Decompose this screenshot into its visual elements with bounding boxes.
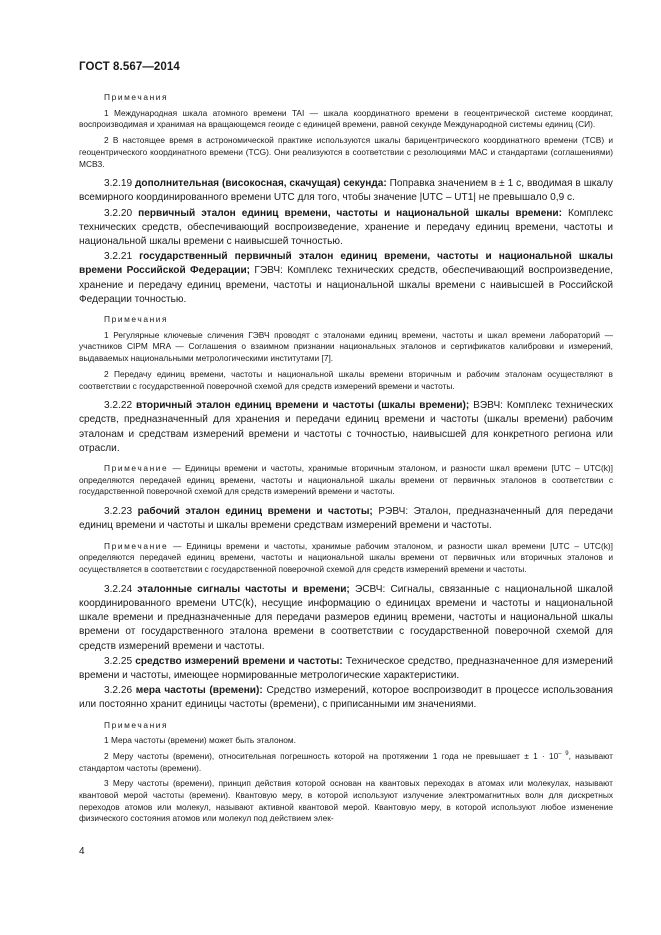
note-text: — Единицы времени и частоты, хранимые вторичным эталоном, и разности шкал времени [UTC – UTC(k)] определяются передачей единиц времени, частоты и национальной шкалы времени от первичных эталонов в соответствии с государственной поверочной схемой для средств измерений времени и частоты. [79,463,613,497]
note-item: 2 Передачу единиц времени, частоты и национальной шкалы времени вторичным и рабочим эталонам осуществляют в соответствии с государственной поверочной схемой для средств измерений времени и частоты. [79,368,613,391]
note-text: , называют стандартом частоты (времени). [79,750,613,773]
note-text: 2 Меру частоты (времени), относительная погрешность которой на протяжении 1 года не превышает ± 1 · 10 [104,750,559,761]
definition-3-2-22 [79,399,613,456]
definition-text: Комплекс технических средств, обеспечивающий воспроизведение, хранение и передачу единиц времени, частоты и национальной шкалы времени с наивысшей точностью. [79,207,614,248]
term: вторичный эталон единиц времени и частоты (шкалы времени); [136,400,470,412]
term: первичный эталон единиц времени, частоты и национальной шкалы времени: [138,207,562,219]
note-item: 1 Международная шкала атомного времени TAI — шкала координатного времени в геоцентрической системе координат, воспроизводимая и хранимая на вращающемся геоиде с единицей времени, равной секунде Международной системы единиц (СИ). [79,107,613,130]
note-label: Примечание [104,463,169,474]
notes-heading: Примечания [104,92,169,102]
clause-number: 3.2.26 [104,685,133,697]
definition-3-2-20 [79,207,613,250]
definition-3-2-24 [79,583,613,654]
term: рабочий эталон единиц времени и частоты; [137,506,373,518]
notes-heading: Примечания [104,719,169,730]
note-3-2-22 [79,463,613,498]
exponent: – 9 [558,750,569,757]
note-label: Примечание [104,540,169,551]
definition-3-2-19 [79,177,613,205]
definition-text: Поправка значением в ± 1 с, вводимая в шкалу всемирного координированного времени UTC для того, чтобы значение |UTC – UT1| не превышало 0,9 с. [79,178,613,204]
notes-heading: Примечания [104,314,169,325]
clause-number: 3.2.19 [104,178,133,190]
definition-text: ВЭВЧ: Комплекс технических средств, предназначенный для хранения и передачи единиц времени и частоты (шкалы времени) рабочим эталонам и средствам измерений времени и частоты с точностью, наивысшей для конкретного региона или отрасли. [79,400,613,454]
clause-number: 3.2.25 [104,655,133,667]
definition-3-2-26 [79,684,613,712]
definition-text: ГЭВЧ: Комплекс технических средств, обеспечивающий воспроизведение, хранение и передачу единиц времени, частоты и национальной шкалы времени с наивысшей в Российской Федерации точностью. [79,265,613,305]
clause-number: 3.2.20 [104,207,133,219]
page-number: 4 [79,846,85,857]
note-item: 1 Мера частоты (времени) может быть эталоном. [104,735,296,746]
clause-number: 3.2.22 [104,400,133,412]
definition-3-2-23 [79,505,613,533]
definition-text: РЭВЧ: Эталон, предназначенный для передачи единиц времени и частоты и шкалы времени средствам измерений времени и частоты. [79,506,613,532]
note-3-2-23 [79,541,613,576]
definition-text: Техническое средство, предназначенное для измерений времени и частоты, имеющее нормированные метрологические характеристики. [79,655,614,681]
term: эталонные сигналы частоты и времени; [137,583,350,595]
note-item: 3 Меру частоты (времени), принцип действия которой основан на квантовых переходах в атомах или молекулах, называют квантовой мерой частоты (времени). Квантовую меру, в которой используют излучение электромагнитных волн для дискретных переходов атомов или молекул, называют активной квантовой мерой. Квантовую меру, в которой используют любое изменение физического состояния атомов или молекул под действием элек- [79,778,613,824]
definition-3-2-25 [79,655,613,683]
term: дополнительная (високосная, скачущая) секунда: [135,178,387,190]
term: мера частоты (времени): [135,685,263,697]
clause-number: 3.2.21 [104,251,133,263]
clause-number: 3.2.23 [104,506,133,518]
note-text: — Единицы времени и частоты, хранимые рабочим эталоном, и разности шкал времени [UTC – UTC(k)] определяются передачей единиц времени, частоты и национальной шкалы времени от первичных или вторичных эталонов и осуществляется в соответствии с государственной поверочной схемой для средств измерений времени и частоты. [79,540,613,574]
standard-header: ГОСТ 8.567—2014 [79,61,180,73]
term: средство измерений времени и частоты: [135,655,343,667]
definition-text: ЭСВЧ: Сигналы, связанные с национальной шкалой координированного времени UTC(k), несущие информацию о единицах времени и частоты и национальной шкале времени и предназначенные для передачи размеров единиц времени, частоты и национальной шкалы времени от государственного эталона времени в соответствии с государственной поверочной схемой для средств измерений времени и частоты. [79,583,614,652]
page-content [79,92,613,829]
note-item [79,751,613,774]
term: государственный первичный эталон единиц времени, частоты и национальной шкалы времени Российской Федерации; [79,251,613,277]
note-item: 1 Регулярные ключевые сличения ГЭВЧ проводят с эталонами единиц времени, частоты и шкал времени лабораторий — участников CIPM MRA — Соглашения о взаимном признании национальных эталонов и сертификатов калибровки и измерений, выдаваемых национальными метрологическими институтами [7]. [79,329,613,364]
note-item: 2 В настоящее время в астрономической практике используются шкалы барицентрического координатного времени (TCB) и геоцентрического координатного времени (TCG). Они реализуются в соответствии с резолюциями МАС и стандартами (соглашениями) МСВЗ. [79,135,613,169]
definition-3-2-21 [79,250,613,307]
definition-text: Средство измерений, которое воспроизводит в процессе использования или постоянно хранит единицы частоты (времени), с приписанными им значениями. [79,685,613,711]
clause-number: 3.2.24 [104,583,133,595]
